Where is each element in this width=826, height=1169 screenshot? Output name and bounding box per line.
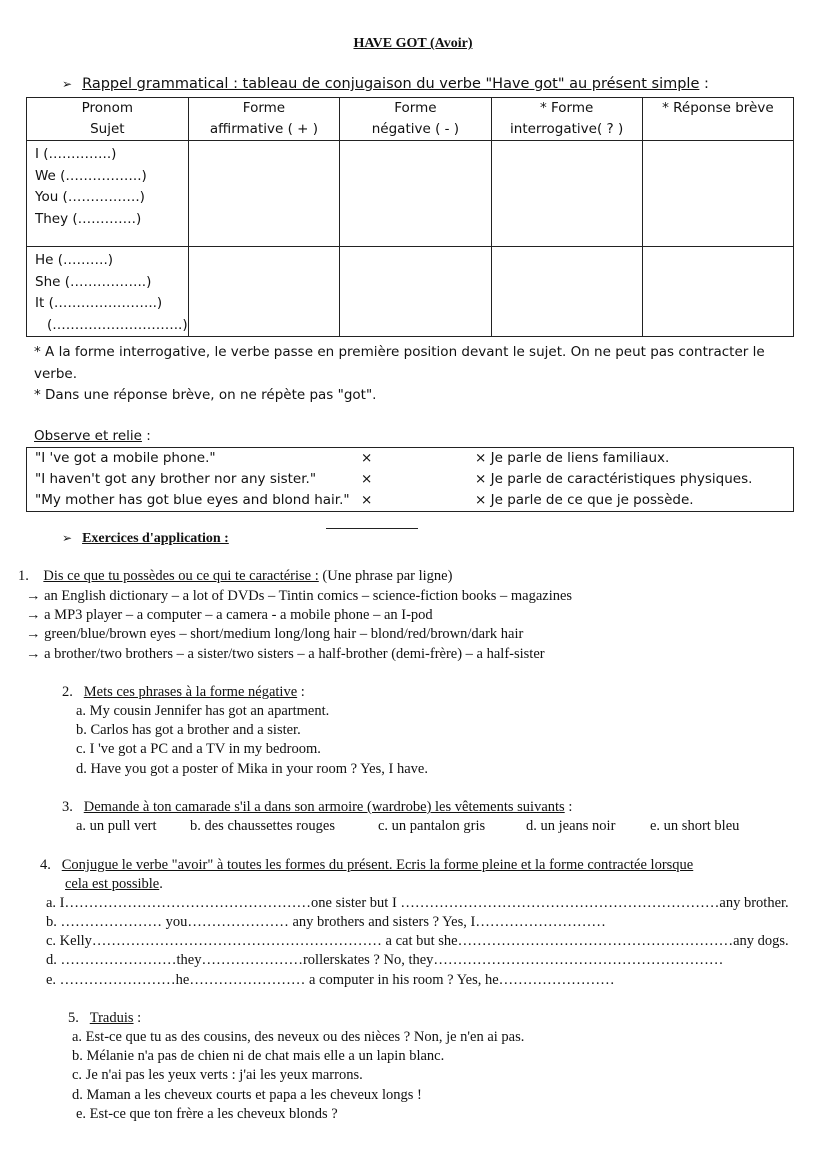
answer-cell[interactable] xyxy=(491,247,642,337)
match-point-right[interactable]: × xyxy=(475,492,487,508)
arrowhead-bullet-icon: ➢ xyxy=(62,531,73,545)
match-point-left[interactable]: × xyxy=(361,492,373,508)
list-item: b. Mélanie n'a pas de chien ni de chat mais elle a un lapin blanc. xyxy=(72,1048,445,1064)
list-item: c. I 've got a PC and a TV in my bedroom. xyxy=(76,741,321,757)
answer-cell[interactable] xyxy=(340,141,491,247)
arrow-icon: → xyxy=(26,588,41,604)
observe-heading: Observe et relie : xyxy=(34,428,151,444)
match-point-right[interactable]: × xyxy=(475,471,487,487)
subject-blank: You (…………….) xyxy=(35,189,145,205)
matching-sentence: "I 've got a mobile phone." xyxy=(35,450,216,466)
matching-row xyxy=(35,450,785,471)
subject-blank: It (…………………..) xyxy=(35,295,163,311)
fill-in-line[interactable]: d. ……………………they…………………rollerskates ? No, they…………………………………………………… xyxy=(46,952,724,968)
header-interrogative: * Forme interrogative( ? ) xyxy=(491,98,642,141)
header-negative: Forme négative ( - ) xyxy=(340,98,491,141)
separator-line xyxy=(326,528,418,529)
arrowhead-bullet-icon: ➢ xyxy=(62,77,73,91)
header-short-answer: * Réponse brève xyxy=(642,98,793,141)
matching-box xyxy=(26,447,794,512)
matching-row xyxy=(35,492,785,513)
subject-blank: She (……………..) xyxy=(35,273,152,290)
exercise-2-heading: 2. Mets ces phrases à la forme négative : xyxy=(62,684,305,700)
match-point-right[interactable]: × xyxy=(475,450,487,466)
matching-category: × Je parle de ce que je possède. xyxy=(475,492,694,508)
arrow-icon: → xyxy=(26,626,41,642)
list-item: c. Je n'ai pas les yeux verts : j'ai les yeux marrons. xyxy=(72,1067,363,1083)
matching-category: × Je parle de caractéristiques physiques. xyxy=(475,471,753,487)
list-item: d. un jeans noir xyxy=(526,818,616,834)
exercise-5-heading: 5. Traduis : xyxy=(68,1010,142,1026)
list-item: d. Have you got a poster of Mika in your room ? Yes, I have. xyxy=(76,761,428,777)
list-item: d. Maman a les cheveux courts et papa a les cheveux longs ! xyxy=(72,1087,422,1103)
answer-cell[interactable] xyxy=(340,247,491,337)
table-row xyxy=(27,141,794,247)
exercise-4-heading: 4. Conjugue le verbe "avoir" à toutes les formes du présent. Ecris la forme pleine et la forme contractée lorsque xyxy=(40,857,694,873)
list-item: a. My cousin Jennifer has got an apartment. xyxy=(76,703,330,719)
exercises-heading: ➢ Exercices d'application : xyxy=(62,531,229,546)
header-pronoun: Pronom Sujet xyxy=(27,98,189,141)
match-point-left[interactable]: × xyxy=(361,471,373,487)
note-interrogative: * A la forme interrogative, le verbe passe en première position devant le sujet. On ne peut pas contracter le verbe. xyxy=(34,344,765,382)
matching-category: × Je parle de liens familiaux. xyxy=(475,450,670,466)
page-title: HAVE GOT (Avoir) xyxy=(353,36,473,51)
exercise-3-heading: 3. Demande à ton camarade s'il a dans son armoire (wardrobe) les vêtements suivants : xyxy=(62,799,573,815)
list-item: → an English dictionary – a lot of DVDs – Tintin comics – science-fiction books – magazines xyxy=(26,588,573,604)
list-item: b. des chaussettes rouges xyxy=(190,818,335,834)
note-short-answer: * Dans une réponse brève, on ne répète pas "got". xyxy=(34,387,377,403)
fill-in-line[interactable]: e. ……………………he…………………… a computer in his room ? Yes, he…………………… xyxy=(46,972,615,988)
list-item: e. Est-ce que ton frère a les cheveux blonds ? xyxy=(76,1106,338,1122)
subject-blank: He (……….) xyxy=(35,252,114,268)
list-item: b. Carlos has got a brother and a sister. xyxy=(76,722,301,738)
table-header-row xyxy=(27,98,794,141)
table-row xyxy=(27,247,794,337)
matching-sentence: "My mother has got blue eyes and blond hair." xyxy=(35,492,350,508)
list-item: a. Est-ce que tu as des cousins, des neveux ou des nièces ? Non, je n'en ai pas. xyxy=(72,1029,525,1045)
exercise-4-heading-cont: cela est possible. xyxy=(65,876,163,892)
subject-blank: They (………….) xyxy=(35,210,142,227)
subject-blank: (………………………..) xyxy=(47,316,188,333)
subject-cell-third-person xyxy=(27,247,189,337)
fill-in-line[interactable]: b. ………………… you………………… any brothers and sisters ? Yes, I……………………… xyxy=(46,914,606,930)
answer-cell[interactable] xyxy=(491,141,642,247)
subject-blank: I (…………..) xyxy=(35,146,117,162)
list-item: → a MP3 player – a computer – a camera - a mobile phone – an I-pod xyxy=(26,607,433,623)
list-item: a. un pull vert xyxy=(76,818,157,834)
subject-blank: We (……………..) xyxy=(35,167,147,184)
exercise-1-heading: 1. Dis ce que tu possèdes ou ce qui te caractérise : (Une phrase par ligne) xyxy=(18,568,453,584)
list-item: → a brother/two brothers – a sister/two sisters – a half-brother (demi-frère) – a half-sister xyxy=(26,646,545,662)
match-point-left[interactable]: × xyxy=(361,450,373,466)
list-item: c. un pantalon gris xyxy=(378,818,486,834)
matching-sentence: "I haven't got any brother nor any sister." xyxy=(35,471,317,487)
answer-cell[interactable] xyxy=(188,141,340,247)
fill-in-line[interactable]: a. I……………………………………………one sister but I …………………………………………………………any brother. xyxy=(46,895,789,911)
answer-cell[interactable] xyxy=(642,247,793,337)
conjugation-table xyxy=(26,97,794,337)
fill-in-line[interactable]: c. Kelly…………………………………………………… a cat but she…………………………………………………any dogs. xyxy=(46,933,789,949)
list-item: → green/blue/brown eyes – short/medium long/long hair – blond/red/brown/dark hair xyxy=(26,626,524,642)
grammar-notes xyxy=(34,342,794,407)
arrow-icon: → xyxy=(26,607,41,623)
matching-row xyxy=(35,471,785,492)
list-item: e. un short bleu xyxy=(650,818,740,834)
header-affirmative: Forme affirmative ( + ) xyxy=(188,98,340,141)
answer-cell[interactable] xyxy=(642,141,793,247)
arrow-icon: → xyxy=(26,646,41,662)
grammar-reminder-label: Rappel grammatical : tableau de conjugaison du verbe "Have got" au présent simple xyxy=(82,76,700,92)
grammar-reminder-heading: ➢ Rappel grammatical : tableau de conjugaison du verbe "Have got" au présent simple : xyxy=(62,76,709,92)
subject-cell-plural xyxy=(27,141,189,247)
answer-cell[interactable] xyxy=(188,247,340,337)
